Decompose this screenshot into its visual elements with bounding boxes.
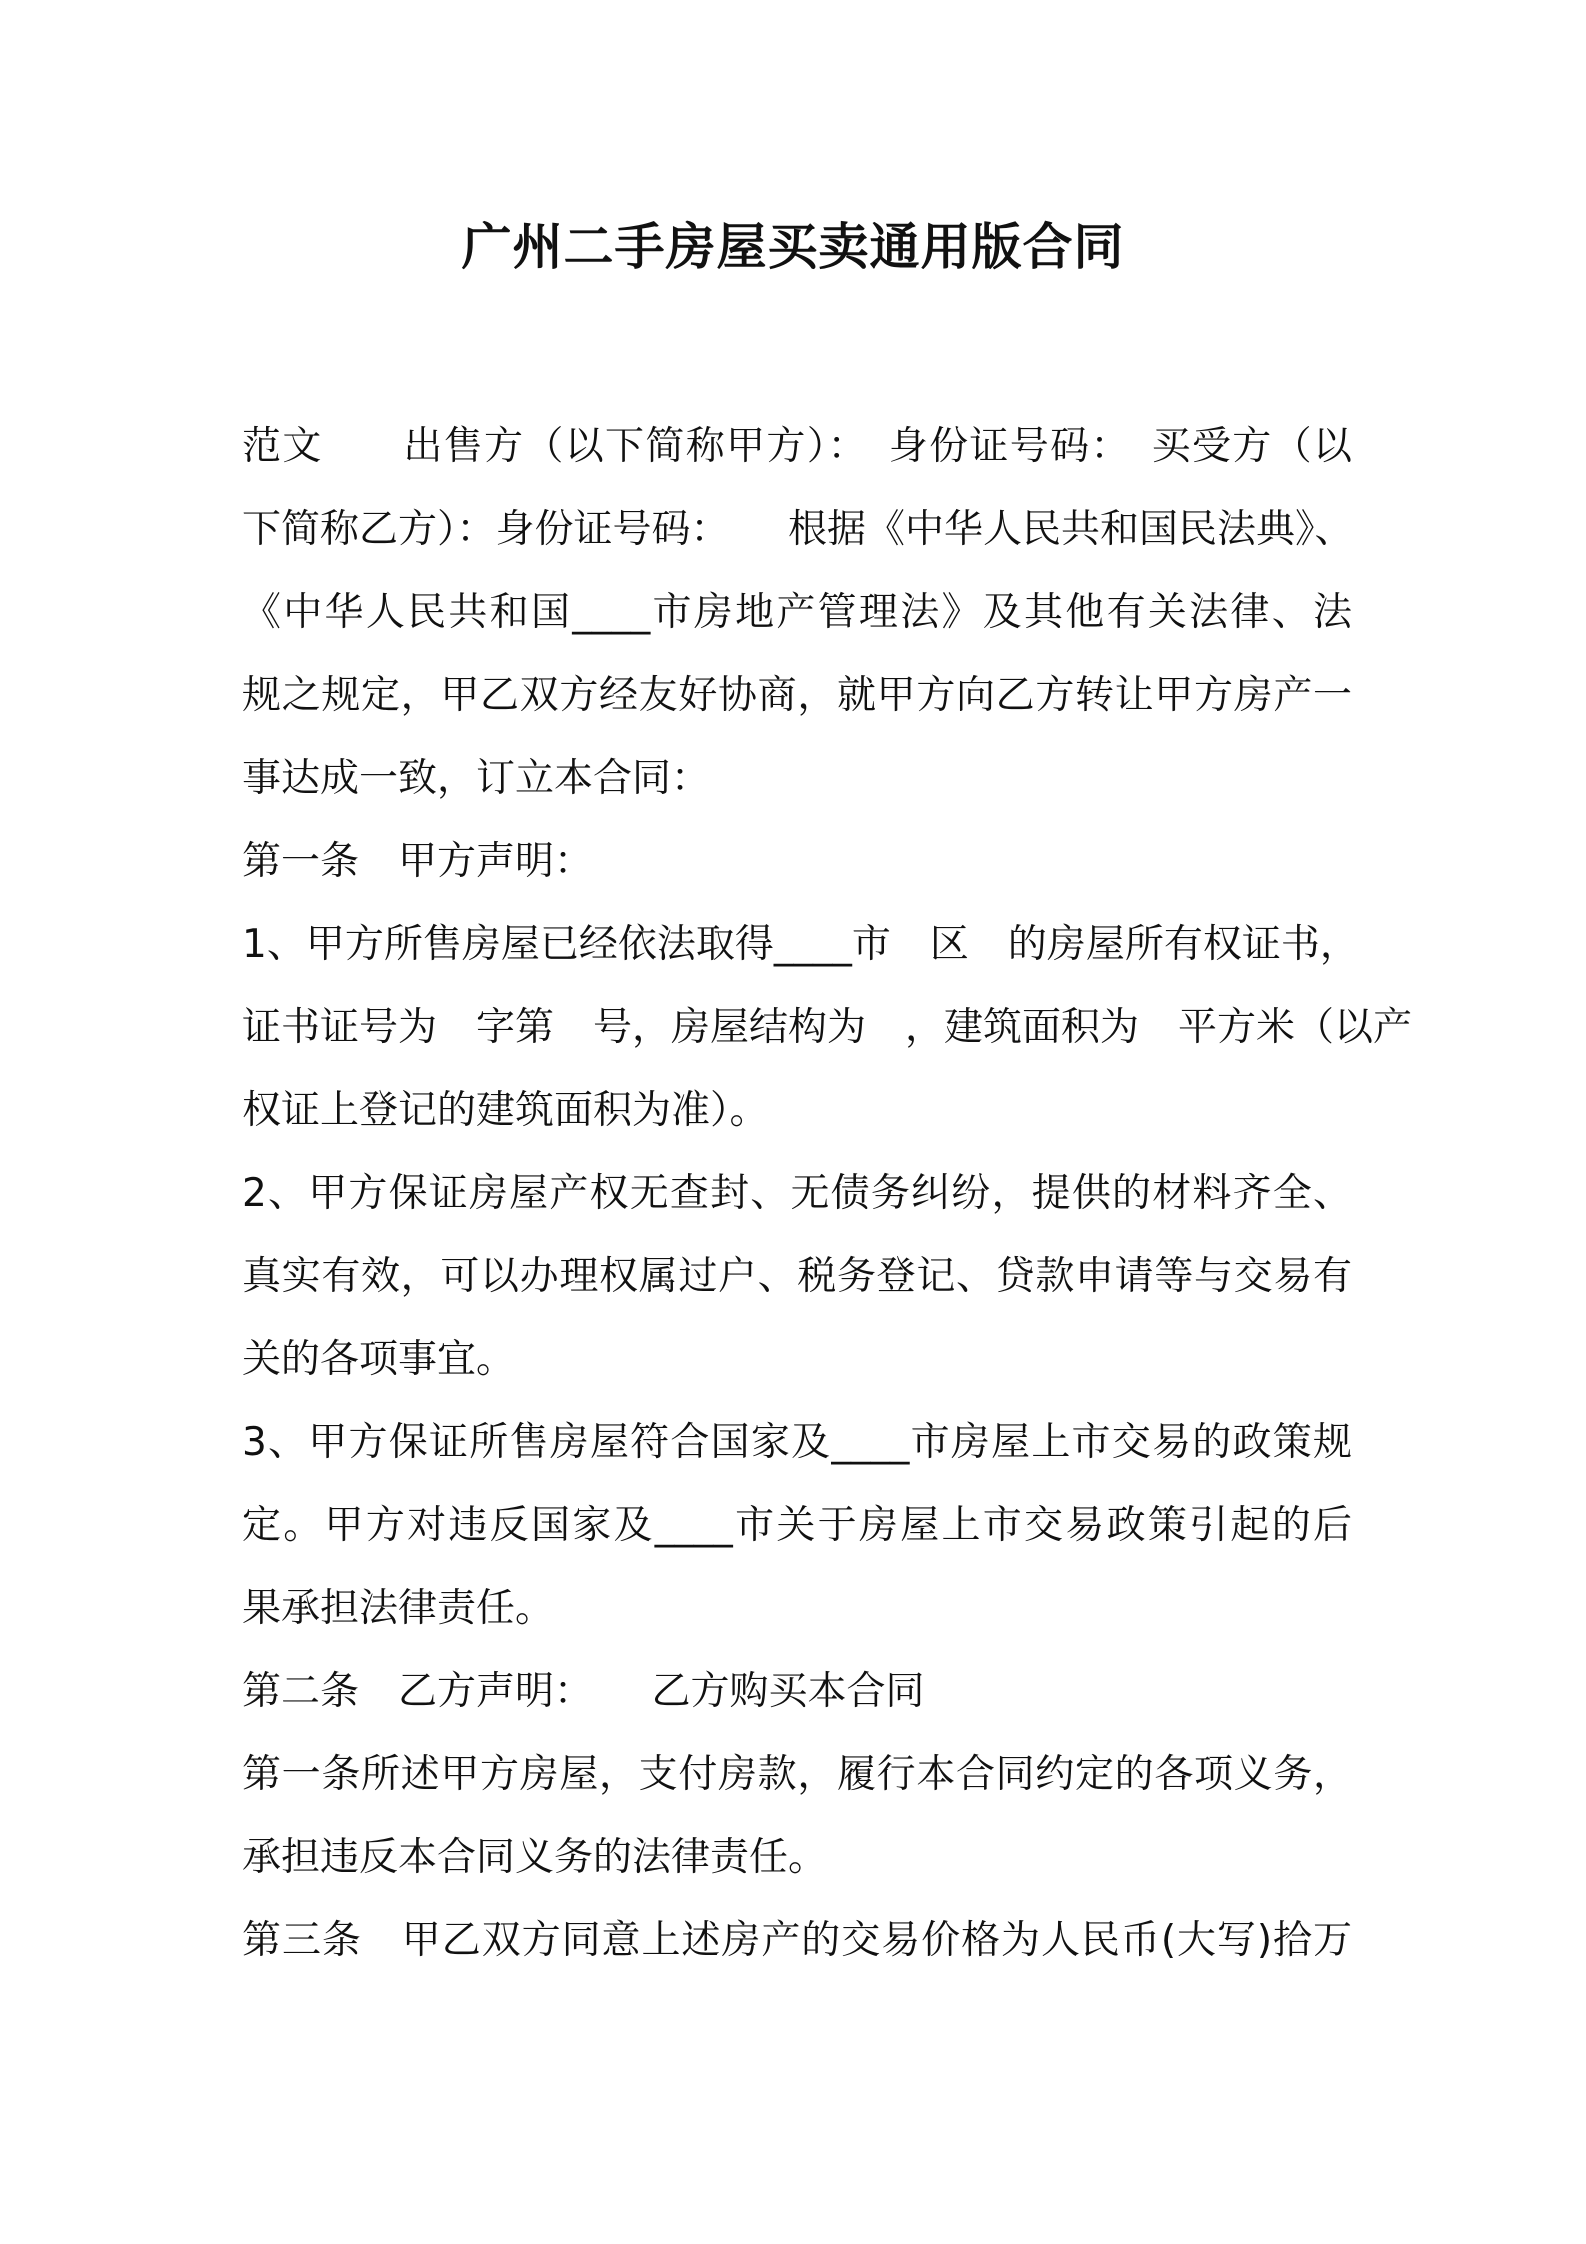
body-line-2: 下简称乙方）：身份证号码： 根据《中华人民共和国民法典》、 (242, 507, 1354, 552)
body-line-12: 关的各项事宜。 (242, 1337, 516, 1382)
body-line-7: 1、甲方所售房屋已经依法取得____市 区 的房屋所有权证书， (242, 922, 1359, 967)
article-1-heading: 第一条 甲方声明： (242, 839, 594, 884)
body-line-13: 3、甲方保证所售房屋符合国家及____市房屋上市交易的政策规 (242, 1420, 1352, 1465)
document-title: 广州二手房屋买卖通用版合同 (461, 218, 1125, 276)
body-line-3: 《中华人民共和国____市房地产管理法》及其他有关法律、法 (242, 590, 1352, 635)
body-line-5: 事达成一致，订立本合同： (242, 756, 711, 801)
body-line-9: 权证上登记的建筑面积为准）。 (242, 1088, 769, 1133)
body-line-11: 真实有效，可以办理权属过户、税务登记、贷款申请等与交易有 (242, 1254, 1352, 1299)
body-line-15: 果承担法律责任。 (242, 1586, 555, 1631)
article-2-heading: 第二条 乙方声明： 乙方购买本合同 (242, 1669, 925, 1714)
body-line-8: 证书证号为 字第 号，房屋结构为 ，建筑面积为 平方米（以产 (242, 1005, 1413, 1050)
body-line-17: 第一条所述甲方房屋，支付房款，履行本合同约定的各项义务， (242, 1752, 1352, 1797)
document-body (242, 405, 1413, 1982)
body-line-14: 定。甲方对违反国家及____市关于房屋上市交易政策引起的后 (242, 1503, 1352, 1548)
body-line-4: 规之规定，甲乙双方经友好协商，就甲方向乙方转让甲方房产一 (242, 673, 1352, 718)
body-line-18: 承担违反本合同义务的法律责任。 (242, 1835, 828, 1880)
body-line-10: 2、甲方保证房屋产权无查封、无债务纠纷，提供的材料齐全、 (242, 1171, 1352, 1216)
article-3-heading: 第三条 甲乙双方同意上述房产的交易价格为人民币(大写)拾万 (242, 1918, 1352, 1963)
body-line-1: 范文 出售方（以下简称甲方）： 身份证号码： 买受方（以 (242, 424, 1352, 469)
